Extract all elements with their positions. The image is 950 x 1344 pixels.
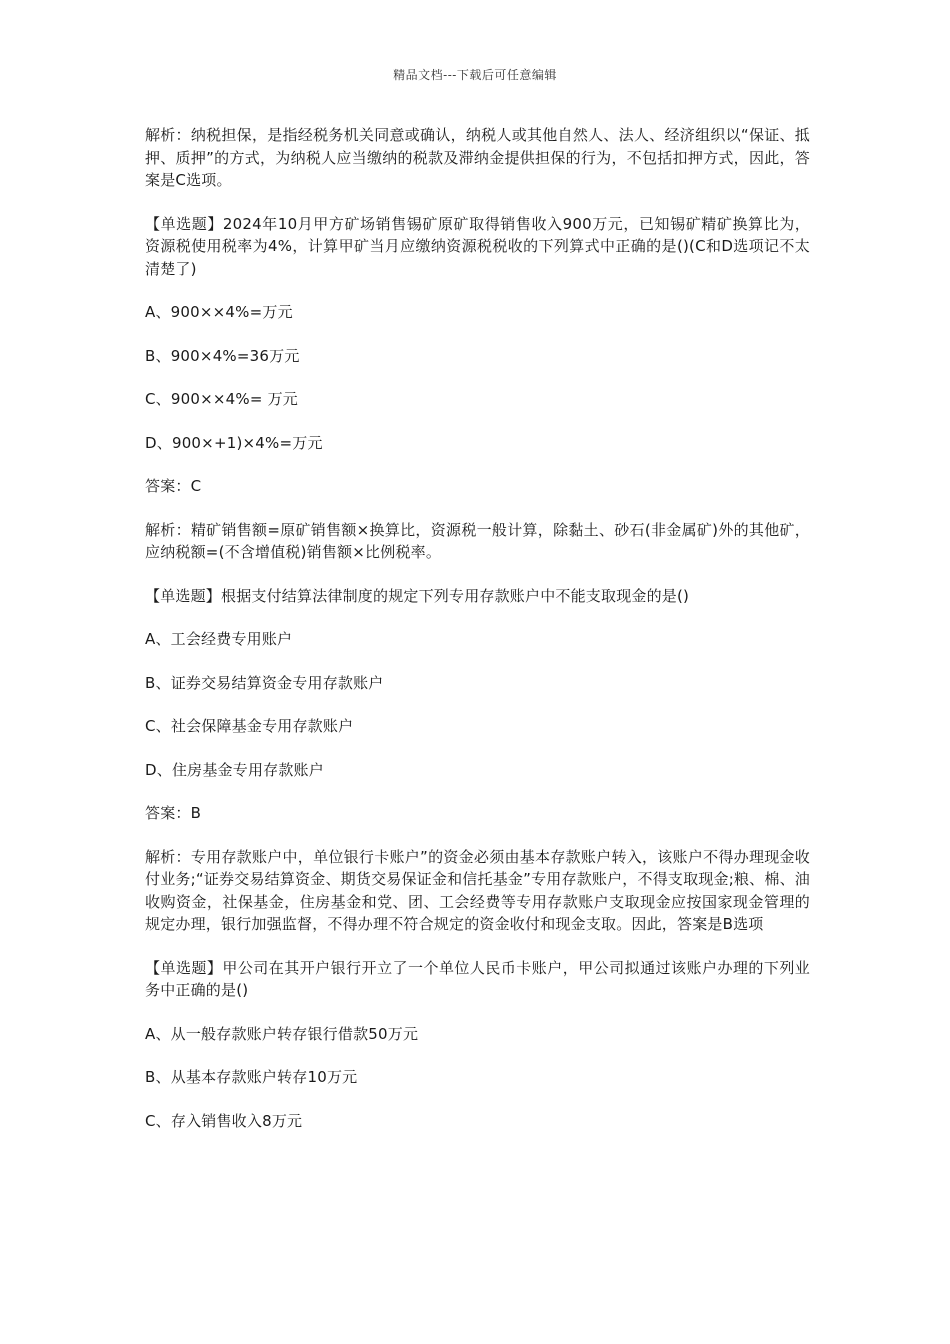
- page-header: 精品文档---下载后可任意编辑: [393, 68, 557, 82]
- option-d: D、900×+1)×4%=万元: [145, 433, 323, 452]
- option-a: A、从一般存款账户转存银行借款50万元: [145, 1024, 419, 1043]
- explanation-paragraph: 解析：专用存款账户中，单位银行卡账户”的资金必须由基本存款账户转入，该账户不得办理现金收付业务;“证券交易结算资金、期货交易保证金和信托基金”专用存款账户，不得支取现金;粮、棉、油收购资金，社保基金，住房基金和党、团、工会经费等专用存款账户支取现金应按国家现金管理的规定办理，银行加强监督，不得办理不符合规定的资金收付和现金支取。因此，答案是B选项: [145, 847, 810, 933]
- option-a: A、工会经费专用账户: [145, 630, 293, 648]
- option-d: D、住房基金专用存款账户: [145, 760, 324, 779]
- explanation-paragraph: 解析：精矿销售额=原矿销售额×换算比，资源税一般计算，除黏土、砂石(非金属矿)外的其他矿，应纳税额=(不含增值税)销售额×比例税率。: [145, 520, 810, 561]
- question-stem: 【单选题】2024年10月甲方矿场销售锡矿原矿取得销售收入900万元，已知锡矿精矿换算比为，资源税使用税率为4%，计算甲矿当月应缴纳资源税税收的下列算式中正确的是()(C和D选项记不太清楚了): [145, 214, 810, 278]
- answer: 答案：C: [145, 477, 202, 495]
- question-stem: 【单选题】根据支付结算法律制度的规定下列专用存款账户中不能支取现金的是(): [145, 586, 690, 605]
- option-c: C、900××4%= 万元: [145, 390, 298, 408]
- option-b: B、证券交易结算资金专用存款账户: [145, 673, 384, 692]
- answer: 答案：B: [145, 804, 202, 822]
- option-b: B、从基本存款账户转存10万元: [145, 1068, 358, 1086]
- option-b: B、900×4%=36万元: [145, 346, 300, 365]
- option-a: A、900××4%=万元: [145, 303, 293, 321]
- document-body: [145, 124, 810, 1153]
- explanation-paragraph: 解析：纳税担保，是指经税务机关同意或确认，纳税人或其他自然人、法人、经济组织以“保证、抵押、质押”的方式，为纳税人应当缴纳的税款及滞纳金提供担保的行为，不包括扣押方式，因此，答案是C选项。: [145, 126, 810, 189]
- option-c: C、存入销售收入8万元: [145, 1111, 303, 1130]
- option-c: C、社会保障基金专用存款账户: [145, 717, 354, 735]
- question-stem: 【单选题】甲公司在其开户银行开立了一个单位人民币卡账户，甲公司拟通过该账户办理的下列业务中正确的是(): [145, 958, 810, 999]
